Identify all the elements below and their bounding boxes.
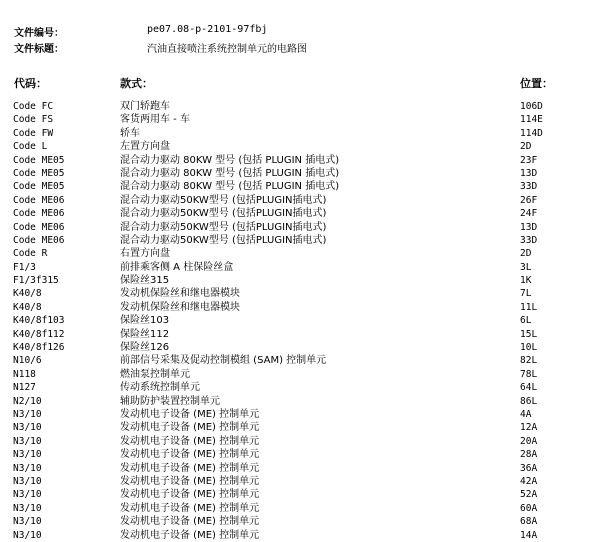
position-cell: 11L	[520, 301, 538, 313]
column-header-code: 代码：	[14, 77, 47, 90]
code-cell: N3/10	[13, 422, 42, 434]
position-cell: 82L	[520, 355, 538, 367]
code-cell: Code ME05	[13, 181, 65, 193]
column-header-model: 款式：	[120, 77, 153, 90]
position-cell: 24F	[520, 208, 538, 220]
position-cell: 6L	[520, 315, 532, 327]
table-row	[0, 194, 601, 207]
model-cell: 发动机电子设备 (ME) 控制单元	[120, 422, 260, 434]
model-cell: 混合动力驱动50KW型号 (包括PLUGIN插电式)	[120, 208, 327, 220]
position-cell: 3L	[520, 261, 532, 273]
position-cell: 13D	[520, 221, 538, 233]
position-cell: 28A	[520, 449, 538, 461]
table-row	[0, 261, 601, 274]
code-cell: Code ME05	[13, 167, 65, 179]
code-cell: Code ME06	[13, 234, 65, 246]
model-cell: 发动机电子设备 (ME) 控制单元	[120, 502, 260, 514]
position-cell: 52A	[520, 489, 538, 501]
model-cell: 发动机电子设备 (ME) 控制单元	[120, 516, 260, 528]
model-cell: 混合动力驱动50KW型号 (包括PLUGIN插电式)	[120, 234, 327, 246]
table-row	[0, 448, 601, 461]
code-cell: Code L	[13, 141, 48, 153]
table-row	[0, 475, 601, 488]
model-cell: 保险丝126	[120, 342, 170, 354]
table-row	[0, 234, 601, 247]
position-cell: 15L	[520, 328, 538, 340]
model-cell: 辅助防护装置控制单元	[120, 395, 220, 407]
position-cell: 114D	[520, 127, 543, 139]
code-cell: N3/10	[13, 529, 42, 541]
model-cell: 左置方向盘	[120, 141, 170, 153]
code-cell: Code R	[13, 248, 48, 260]
position-cell: 10L	[520, 342, 538, 354]
position-cell: 4A	[520, 408, 532, 420]
table-row	[0, 395, 601, 408]
position-cell: 78L	[520, 368, 538, 380]
table-row	[0, 274, 601, 287]
position-cell: 36A	[520, 462, 538, 474]
code-cell: F1/3f315	[13, 275, 59, 287]
model-cell: 混合动力驱动50KW型号 (包括PLUGIN插电式)	[120, 194, 327, 206]
position-cell: 12A	[520, 422, 538, 434]
position-cell: 7L	[520, 288, 532, 300]
model-cell: 发动机电子设备 (ME) 控制单元	[120, 408, 260, 420]
table-row	[0, 314, 601, 327]
code-cell: Code ME06	[13, 208, 65, 220]
model-cell: 混合动力驱动50KW型号 (包括PLUGIN插电式)	[120, 221, 327, 233]
code-cell: K40/8f103	[13, 315, 65, 327]
code-cell: F1/3	[13, 261, 36, 273]
code-cell: N3/10	[13, 449, 42, 461]
code-cell: N3/10	[13, 435, 42, 447]
position-cell: 106D	[520, 101, 543, 112]
position-cell: 86L	[520, 395, 538, 407]
table-row	[0, 462, 601, 475]
model-cell: 发动机电子设备 (ME) 控制单元	[120, 449, 260, 461]
model-cell: 保险丝112	[120, 328, 170, 340]
model-cell: 发动机电子设备 (ME) 控制单元	[120, 489, 260, 501]
code-cell: Code ME06	[13, 194, 65, 206]
model-cell: 客货两用车 - 车	[120, 114, 190, 126]
table-row	[0, 502, 601, 515]
code-cell: K40/8f112	[13, 328, 65, 340]
table-row	[0, 381, 601, 394]
doc-number-value: pe07.08-p-2101-97fbj	[147, 24, 268, 35]
code-cell: N10/6	[13, 355, 42, 367]
position-cell: 2D	[520, 248, 532, 260]
code-cell: K40/8f126	[13, 342, 65, 354]
code-cell: N3/10	[13, 462, 42, 474]
model-cell: 轿车	[120, 127, 140, 139]
code-cell: N3/10	[13, 502, 42, 514]
model-cell: 右置方向盘	[120, 248, 170, 260]
table-row	[0, 408, 601, 421]
table-row	[0, 515, 601, 528]
code-cell: Code FS	[13, 114, 54, 126]
model-cell: 传动系统控制单元	[120, 382, 200, 394]
table-row	[0, 287, 601, 300]
model-cell: 混合动力驱动 80KW 型号 (包括 PLUGIN 插电式)	[120, 167, 340, 179]
table-row	[0, 127, 601, 140]
model-cell: 发动机电子设备 (ME) 控制单元	[120, 435, 260, 447]
table-row	[0, 354, 601, 367]
model-cell: 前排乘客侧 A 柱保险丝盒	[120, 261, 234, 273]
table-row	[0, 368, 601, 381]
code-cell: N3/10	[13, 475, 42, 487]
code-cell: N3/10	[13, 408, 42, 420]
table-row	[0, 435, 601, 448]
code-cell: N118	[13, 368, 36, 380]
position-cell: 60A	[520, 502, 538, 514]
model-cell: 发动机电子设备 (ME) 控制单元	[120, 475, 260, 487]
position-cell: 14A	[520, 529, 538, 541]
model-cell: 发动机保险丝和继电器模块	[120, 301, 240, 313]
model-cell: 保险丝315	[120, 275, 170, 287]
table-row	[0, 247, 601, 260]
model-cell: 燃油泵控制单元	[120, 368, 190, 380]
code-cell: Code FC	[13, 101, 54, 112]
table-row	[0, 328, 601, 341]
position-cell: 42A	[520, 475, 538, 487]
position-cell: 68A	[520, 516, 538, 528]
table-row	[0, 488, 601, 501]
table-row	[0, 180, 601, 193]
position-cell: 20A	[520, 435, 538, 447]
doc-number-label: 文件编号：	[14, 28, 64, 39]
model-cell: 混合动力驱动 80KW 型号 (包括 PLUGIN 插电式)	[120, 154, 340, 166]
table-row	[0, 100, 601, 113]
code-cell: Code ME05	[13, 154, 65, 166]
code-cell: Code FW	[13, 127, 54, 139]
position-cell: 23F	[520, 154, 538, 166]
code-cell: N3/10	[13, 489, 42, 501]
position-cell: 13D	[520, 167, 538, 179]
code-cell: K40/8	[13, 301, 42, 313]
table-row	[0, 341, 601, 354]
model-cell: 发动机电子设备 (ME) 控制单元	[120, 529, 260, 541]
position-cell: 2D	[520, 141, 532, 153]
table-row	[0, 207, 601, 220]
position-cell: 33D	[520, 181, 538, 193]
model-cell: 发动机电子设备 (ME) 控制单元	[120, 462, 260, 474]
table-row	[0, 167, 601, 180]
model-cell: 保险丝103	[120, 315, 170, 327]
code-cell: Code ME06	[13, 221, 65, 233]
doc-title-label: 文件标题：	[14, 44, 64, 55]
position-cell: 64L	[520, 382, 538, 394]
position-cell: 33D	[520, 234, 538, 246]
table-row	[0, 154, 601, 167]
table-row	[0, 221, 601, 234]
table-row	[0, 301, 601, 314]
position-cell: 114E	[520, 114, 543, 126]
code-cell: N2/10	[13, 395, 42, 407]
table-row	[0, 529, 601, 542]
column-header-position: 位置：	[520, 77, 553, 90]
code-cell: K40/8	[13, 288, 42, 300]
position-cell: 1K	[520, 275, 532, 287]
table-row	[0, 113, 601, 126]
model-cell: 发动机保险丝和继电器模块	[120, 288, 240, 300]
code-cell: N3/10	[13, 516, 42, 528]
doc-title-value: 汽油直接喷注系统控制单元的电路图	[147, 44, 307, 55]
model-cell: 混合动力驱动 80KW 型号 (包括 PLUGIN 插电式)	[120, 181, 340, 193]
model-cell: 前部信号采集及促动控制模组 (SAM) 控制单元	[120, 355, 327, 367]
model-cell: 双门轿跑车	[120, 101, 170, 112]
code-cell: N127	[13, 382, 36, 394]
position-cell: 26F	[520, 194, 538, 206]
table-row	[0, 140, 601, 153]
component-table	[0, 100, 601, 542]
table-row	[0, 421, 601, 434]
